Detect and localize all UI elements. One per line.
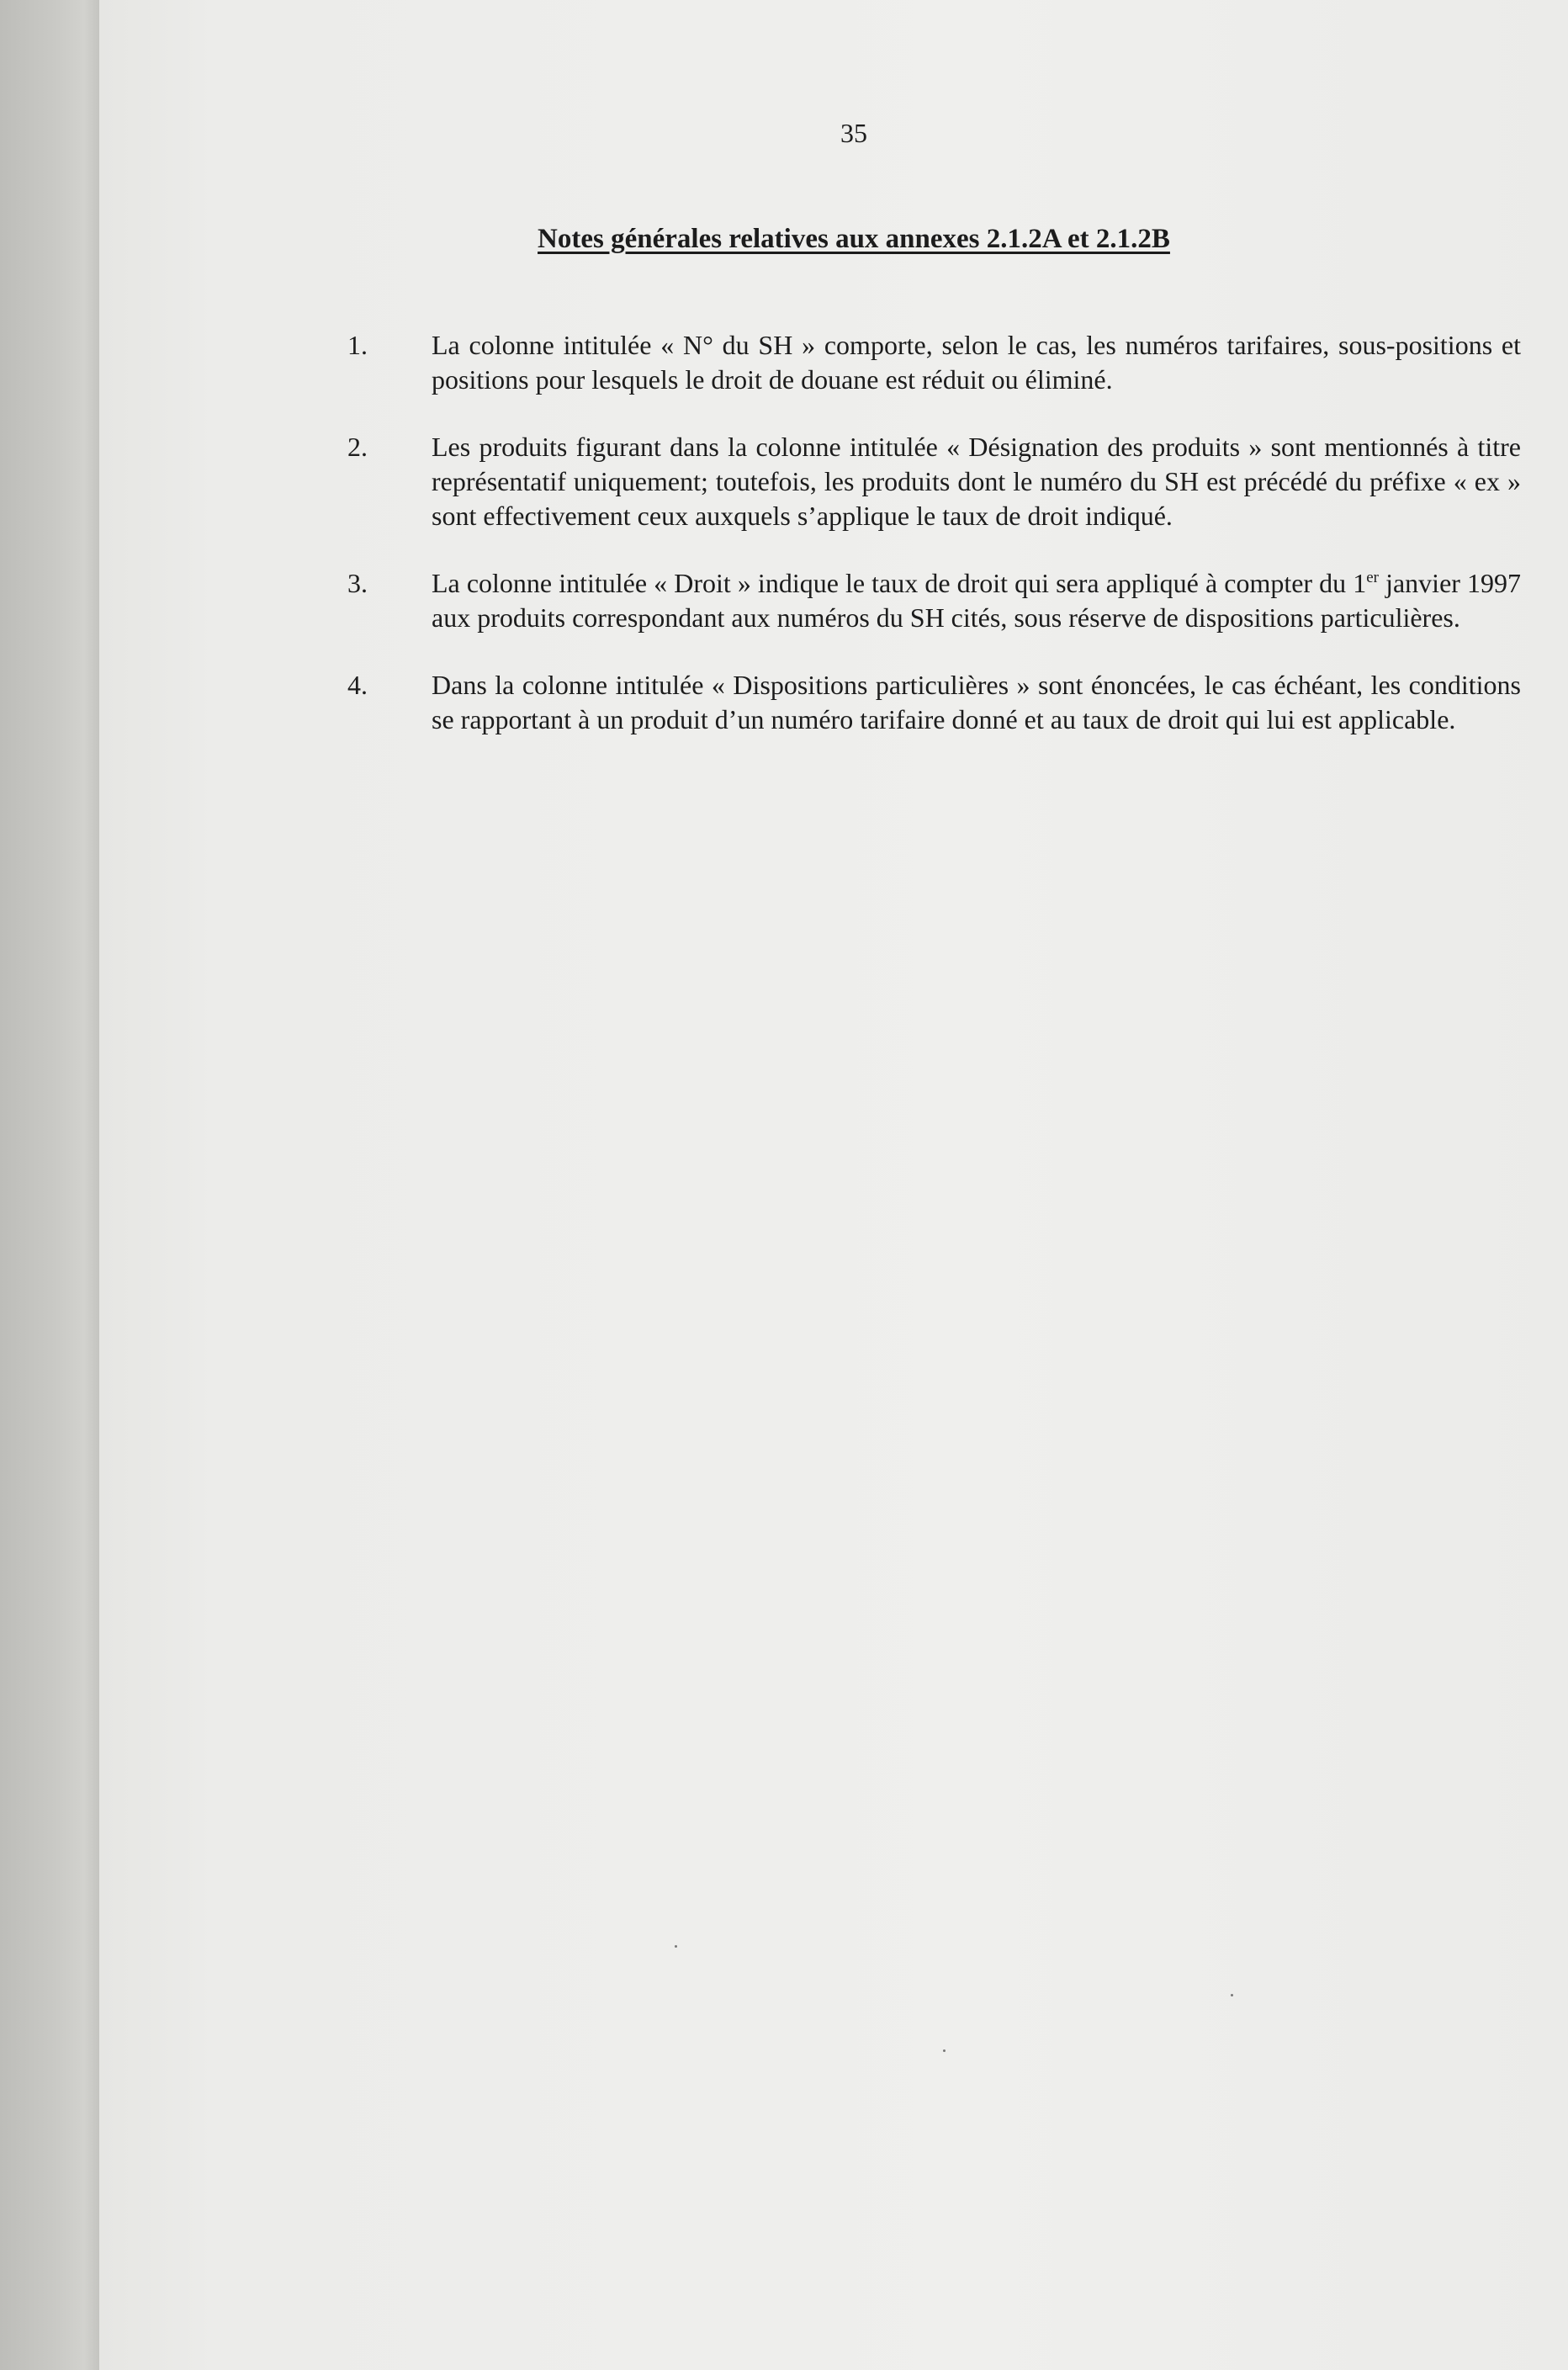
page-binding-edge xyxy=(0,0,99,2370)
note-number: 2. xyxy=(347,432,368,462)
note-number: 4. xyxy=(347,670,368,700)
note-text xyxy=(432,566,1521,635)
note-text: La colonne intitulée « N° du SH » comporte, selon le cas, les numéros tarifaires, sous-positions et positions pour lesquels le droit de douane est réduit ou éliminé. xyxy=(432,330,1521,395)
page-title: Notes générales relatives aux annexes 2.1.2A et 2.1.2B xyxy=(538,224,1170,254)
paper-speck xyxy=(943,2049,946,2052)
paper-speck xyxy=(1231,1994,1233,1996)
note-text: Dans la colonne intitulée « Dispositions particulières » sont énoncées, le cas échéant, les conditions se rapportant à un produit d’un numéro tarifaire donné et au taux de droit qui lui est applicable. xyxy=(432,670,1521,734)
ordinal-superscript: er xyxy=(1366,569,1379,586)
note-item-4 xyxy=(347,668,1521,737)
page-number: 35 xyxy=(840,118,867,148)
note-item-1 xyxy=(347,328,1521,397)
note-text-after: janvier 1997 aux produits correspondant aux numéros du SH cités, sous réserve de dispositions particulières. xyxy=(432,568,1521,633)
note-number: 1. xyxy=(347,330,368,360)
notes-list xyxy=(347,328,1521,770)
document-page xyxy=(99,0,1568,2370)
note-item-2 xyxy=(347,430,1521,533)
note-text-before: La colonne intitulée « Droit » indique le taux de droit qui sera appliqué à compter du 1 xyxy=(432,568,1367,598)
note-item-3 xyxy=(347,566,1521,635)
note-number: 3. xyxy=(347,568,368,598)
paper-speck xyxy=(675,1945,677,1948)
note-text: Les produits figurant dans la colonne intitulée « Désignation des produits » sont mentionnés à titre représentatif uniquement; toutefois, les produits dont le numéro du SH est précédé du préfixe « ex » sont effectivement ceux auxquels s’applique le taux de droit indiqué. xyxy=(432,432,1521,531)
